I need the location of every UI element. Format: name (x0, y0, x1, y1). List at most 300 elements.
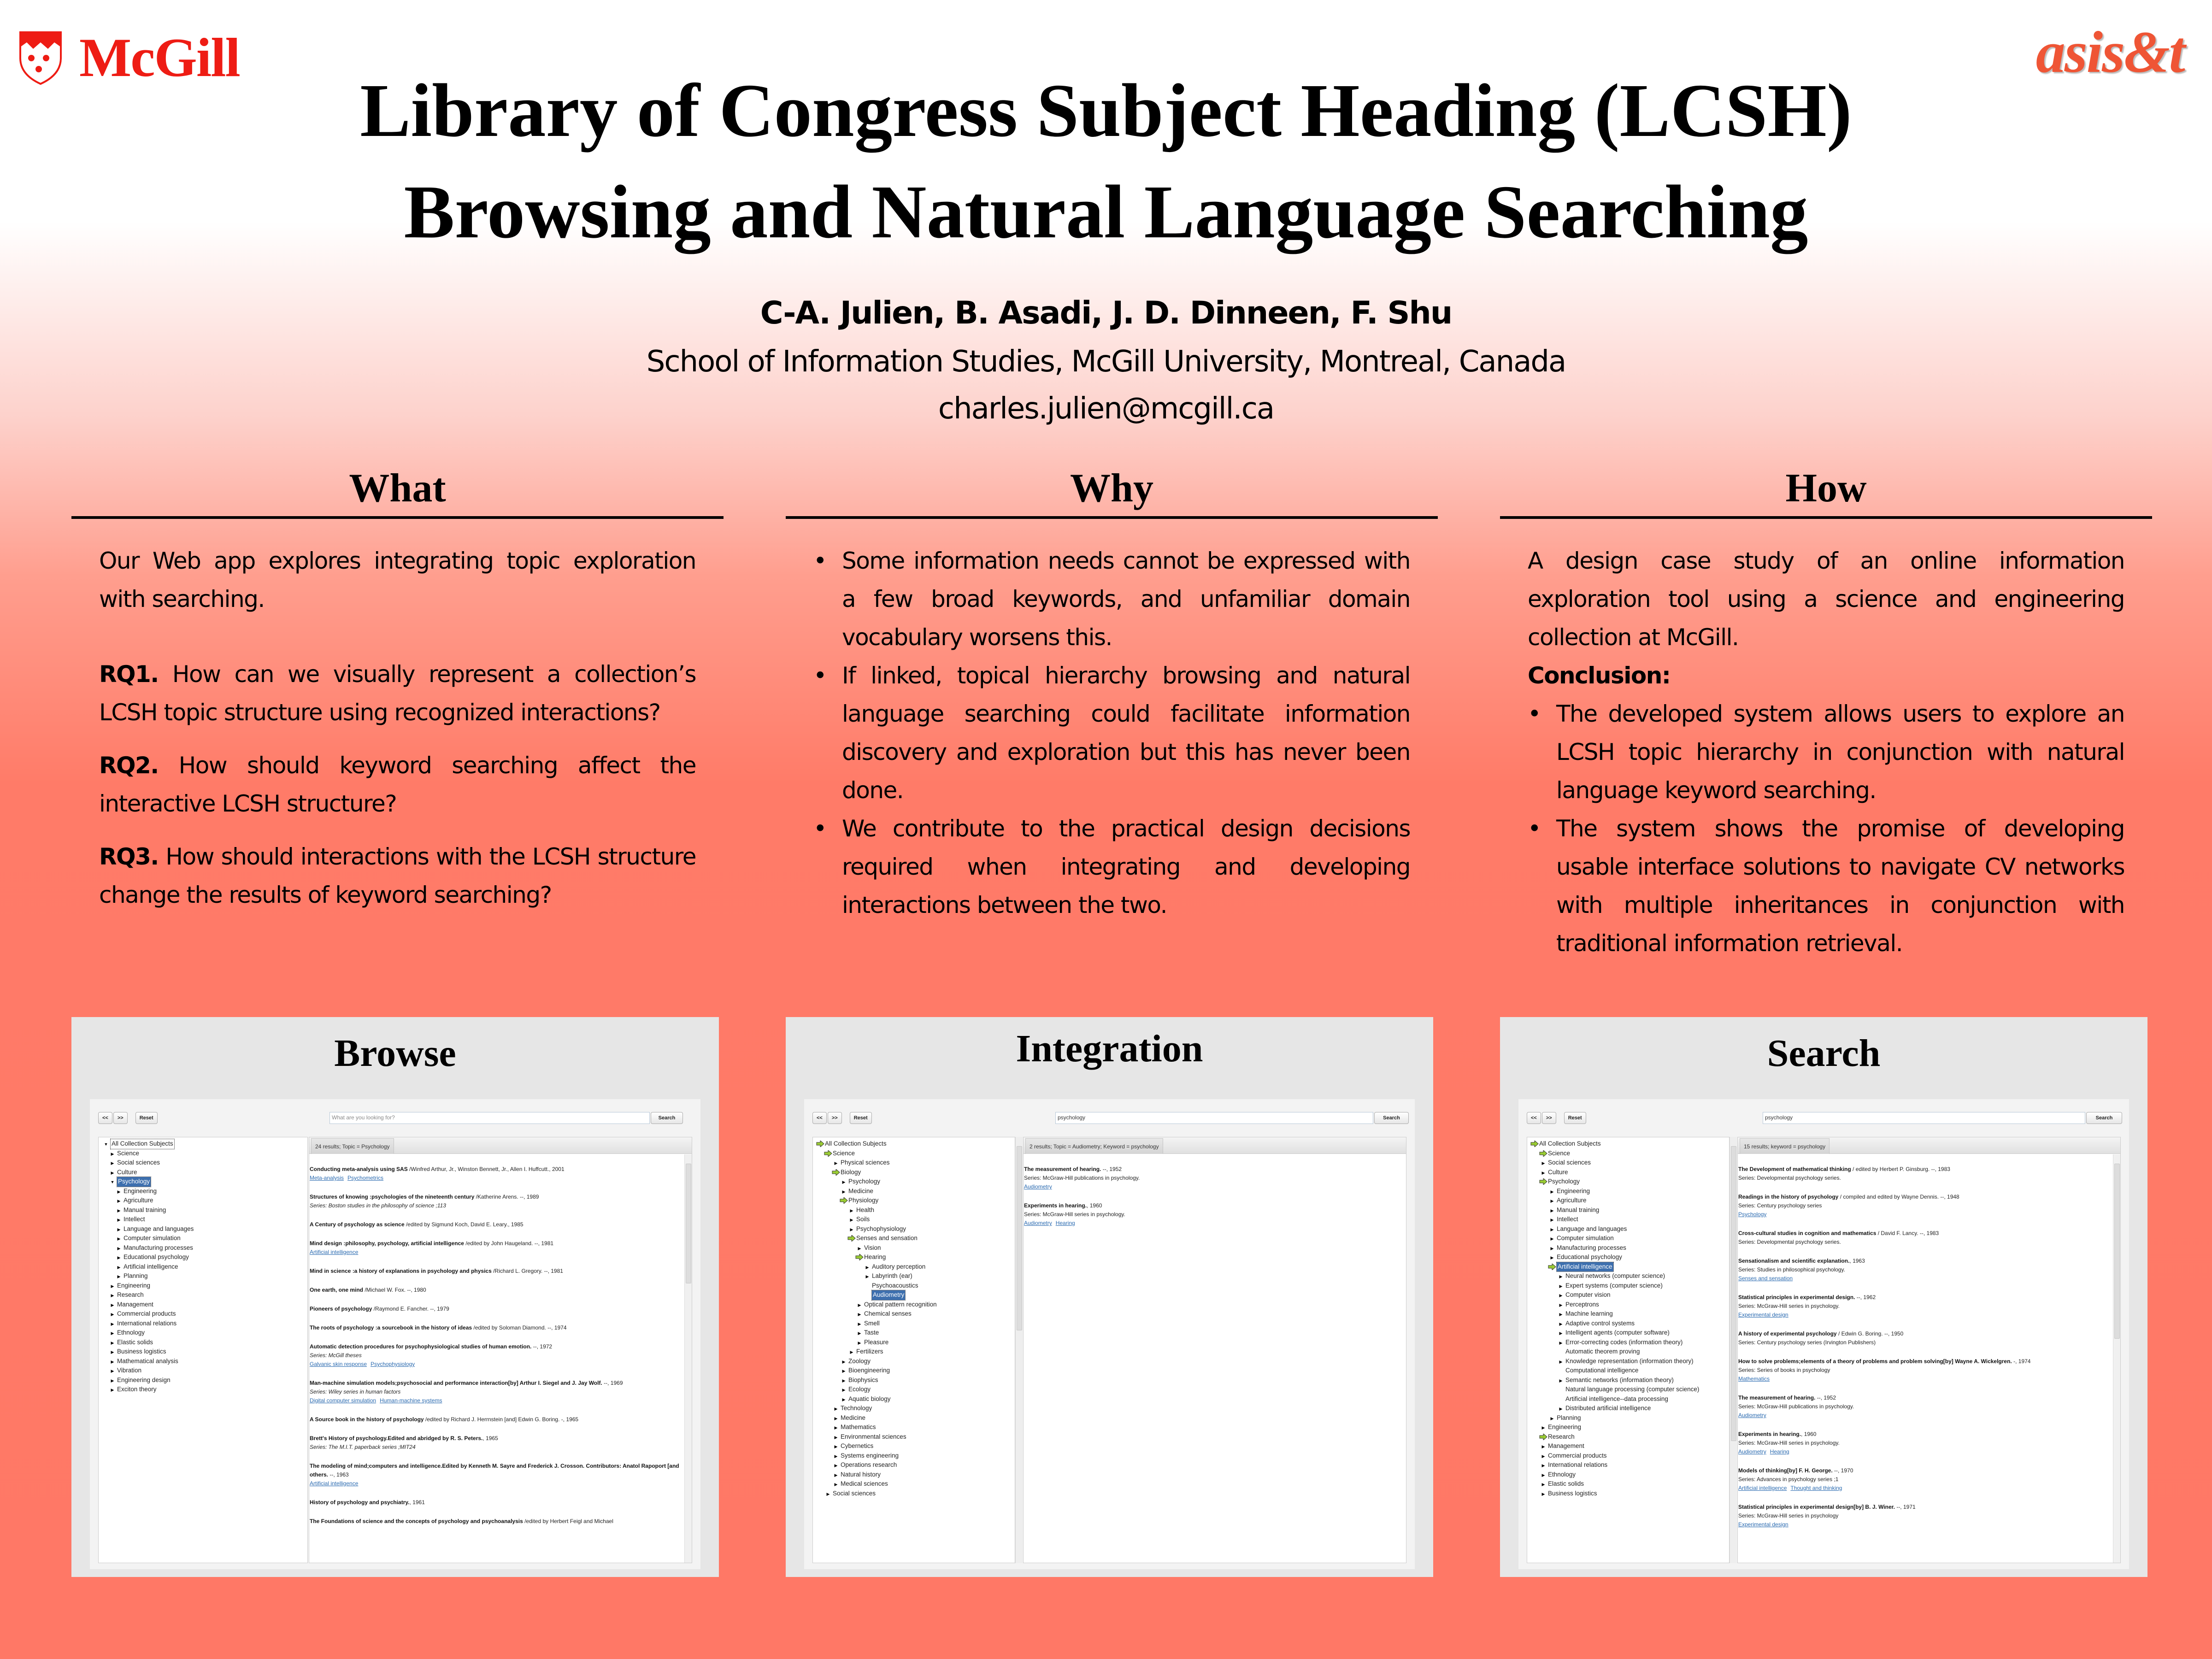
green-arrow-icon[interactable] (855, 1254, 864, 1260)
search-button[interactable]: Search (1374, 1112, 1409, 1124)
collapsed-triangle-icon[interactable]: ▶ (1559, 1312, 1563, 1317)
collapsed-triangle-icon[interactable]: ▶ (117, 1274, 121, 1279)
tree-node[interactable] (813, 1224, 1015, 1234)
tree-node[interactable] (99, 1338, 307, 1347)
tree-node-label[interactable]: Perceptrons (1565, 1300, 1599, 1308)
collapsed-triangle-icon[interactable]: ▶ (842, 1359, 846, 1364)
tree-node-label[interactable]: Health (856, 1206, 875, 1213)
tree-node[interactable] (1527, 1470, 1729, 1480)
tree-node-label[interactable]: Educational psychology (124, 1253, 189, 1260)
tree-node[interactable] (813, 1196, 1015, 1206)
subject-link[interactable]: Audiometry (1024, 1220, 1052, 1226)
tree-node-label[interactable]: Research (1548, 1433, 1575, 1440)
tree-node[interactable] (1527, 1168, 1729, 1177)
tree-node[interactable] (1527, 1215, 1729, 1224)
tree-node[interactable] (813, 1376, 1015, 1385)
collapsed-triangle-icon[interactable]: ▶ (865, 1274, 869, 1279)
collapsed-triangle-icon[interactable]: ▶ (834, 1463, 838, 1468)
result-title[interactable]: The modeling of mind;computers and intelligence.Edited by Kenneth M. Sayre and Frederick J. Crosson. Contributors: Anatol Rapoport [and others. (310, 1463, 679, 1478)
tree-node[interactable] (1527, 1149, 1729, 1159)
tree-node[interactable] (813, 1347, 1015, 1357)
result-title[interactable]: Readings in the history of psychology (1738, 1194, 1839, 1200)
green-arrow-icon[interactable] (1539, 1434, 1548, 1440)
tree-node[interactable] (813, 1357, 1015, 1366)
tree-node[interactable] (99, 1347, 307, 1357)
collapsed-triangle-icon[interactable]: ▶ (1550, 1416, 1554, 1421)
collapsed-triangle-icon[interactable]: ▶ (858, 1302, 861, 1307)
tree-node[interactable] (813, 1300, 1015, 1310)
subject-link[interactable]: Artificial intelligence (310, 1480, 359, 1487)
tree-node-label[interactable]: Artificial intelligence (1557, 1262, 1613, 1272)
tree-node[interactable] (1527, 1206, 1729, 1215)
search-input[interactable]: psychology (1763, 1112, 2085, 1124)
collapsed-triangle-icon[interactable]: ▶ (834, 1472, 838, 1477)
result-title[interactable]: Conducting meta-analysis using SAS (310, 1166, 408, 1172)
tree-node-label[interactable]: Science (1548, 1149, 1571, 1157)
tree-node-label[interactable]: Psychology (848, 1178, 881, 1185)
collapsed-triangle-icon[interactable]: ▶ (1541, 1444, 1545, 1449)
tree-node-label[interactable]: Pleasure (864, 1338, 889, 1346)
tree-node-label[interactable]: Auditory perception (872, 1263, 926, 1270)
tree-node-label[interactable]: Fertilizers (856, 1348, 883, 1355)
tree-node[interactable] (1527, 1413, 1729, 1423)
collapsed-triangle-icon[interactable]: ▶ (1559, 1378, 1563, 1383)
tree-node-label[interactable]: Chemical senses (864, 1310, 912, 1317)
tree-node-label[interactable]: Mathematical analysis (117, 1357, 178, 1365)
tree-node-label[interactable]: Computer vision (1565, 1291, 1611, 1298)
result-title[interactable]: The roots of psychology :a sourcebook in the history of ideas (310, 1324, 472, 1331)
collapsed-triangle-icon[interactable]: ▶ (842, 1369, 846, 1373)
green-arrow-icon[interactable] (1530, 1141, 1539, 1147)
tree-node-label[interactable]: Computational intelligence (1565, 1367, 1639, 1374)
result-title[interactable]: Pioneers of psychology (310, 1306, 372, 1312)
collapsed-triangle-icon[interactable]: ▶ (842, 1189, 846, 1194)
tree-node[interactable] (1527, 1460, 1729, 1470)
tree-node[interactable] (1527, 1196, 1729, 1206)
tree-node-label[interactable]: Systems engineering (841, 1452, 899, 1459)
collapsed-triangle-icon[interactable]: ▶ (117, 1246, 121, 1251)
tree-node[interactable] (99, 1385, 307, 1394)
tree-node[interactable] (1527, 1234, 1729, 1243)
tree-node-label[interactable]: Automatic theorem proving (1565, 1348, 1640, 1355)
tree-node[interactable] (813, 1451, 1015, 1461)
tree-node[interactable] (813, 1489, 1015, 1499)
tree-node-label[interactable]: Audiometry (872, 1290, 905, 1300)
tree-node[interactable] (1527, 1319, 1729, 1329)
collapsed-triangle-icon[interactable]: ▶ (117, 1236, 121, 1241)
tree-node[interactable] (99, 1309, 307, 1319)
tree-node[interactable] (813, 1177, 1015, 1187)
collapsed-triangle-icon[interactable]: ▶ (111, 1293, 114, 1298)
collapsed-triangle-icon[interactable]: ▶ (834, 1453, 838, 1459)
collapsed-triangle-icon[interactable]: ▶ (858, 1321, 861, 1326)
collapsed-triangle-icon[interactable]: ▶ (834, 1161, 838, 1165)
tree-node[interactable] (1527, 1489, 1729, 1499)
collapsed-triangle-icon[interactable]: ▶ (1559, 1359, 1563, 1364)
collapsed-triangle-icon[interactable]: ▶ (1550, 1227, 1554, 1232)
collapsed-triangle-icon[interactable]: ▶ (111, 1321, 114, 1326)
tree-node[interactable] (99, 1300, 307, 1310)
tree-node-label[interactable]: Commercial products (1548, 1452, 1607, 1459)
subject-link[interactable]: Mathematics (1738, 1376, 1770, 1382)
tree-node[interactable] (813, 1432, 1015, 1442)
collapsed-triangle-icon[interactable]: ▶ (850, 1227, 853, 1232)
reset-button[interactable]: Reset (1564, 1112, 1586, 1124)
search-button[interactable]: Search (2086, 1112, 2122, 1124)
result-title[interactable]: Statistical principles in experimental design. (1738, 1294, 1855, 1300)
tree-node-label[interactable]: Science (833, 1149, 855, 1157)
tree-node-label[interactable]: Expert systems (computer science) (1565, 1282, 1663, 1289)
collapsed-triangle-icon[interactable]: ▶ (111, 1340, 114, 1345)
search-button[interactable]: Search (651, 1112, 683, 1124)
tree-node-label[interactable]: Engineering design (117, 1376, 171, 1383)
tree-node-label[interactable]: Intellect (124, 1216, 145, 1223)
tree-node[interactable] (1527, 1158, 1729, 1168)
tree-node-label[interactable]: Medicine (848, 1187, 874, 1194)
collapsed-triangle-icon[interactable]: ▶ (111, 1312, 114, 1317)
tree-node[interactable] (99, 1177, 307, 1187)
tree-node[interactable] (1527, 1271, 1729, 1281)
collapsed-triangle-icon[interactable]: ▶ (111, 1388, 114, 1392)
tree-node-label[interactable]: Medical sciences (841, 1480, 888, 1487)
tree-node[interactable] (813, 1404, 1015, 1413)
tree-node-label[interactable]: Planning (1557, 1414, 1581, 1421)
tree-node-label[interactable]: Social sciences (1548, 1159, 1591, 1166)
tree-node-label[interactable]: Aquatic biology (848, 1395, 891, 1402)
tree-node-label[interactable]: Intelligent agents (computer software) (1565, 1329, 1670, 1336)
tree-node[interactable] (1527, 1432, 1729, 1442)
collapsed-triangle-icon[interactable]: ▶ (1559, 1283, 1563, 1288)
tree-node-label[interactable]: Medicine (841, 1414, 866, 1421)
tree-node-label[interactable]: Cybernetics (841, 1442, 874, 1449)
tree-node-label[interactable]: Hearing (864, 1253, 886, 1260)
tree-node[interactable] (1527, 1338, 1729, 1347)
tree-node-label[interactable]: Error-correcting codes (information theory) (1565, 1338, 1683, 1346)
tree-node-label[interactable]: Vibration (117, 1367, 142, 1374)
subject-link[interactable]: Human-machine systems (380, 1397, 442, 1404)
tree-node[interactable] (813, 1206, 1015, 1215)
collapsed-triangle-icon[interactable]: ▶ (111, 1331, 114, 1335)
tree-node[interactable] (99, 1149, 307, 1159)
tree-node-label[interactable]: Optical pattern recognition (864, 1300, 937, 1308)
expanded-triangle-icon[interactable]: ▼ (104, 1142, 108, 1147)
tree-node-label[interactable]: Neural networks (computer science) (1565, 1272, 1665, 1279)
collapsed-triangle-icon[interactable]: ▶ (865, 1265, 869, 1270)
tree-node-label[interactable]: Ethnology (1548, 1471, 1576, 1478)
collapsed-triangle-icon[interactable]: ▶ (842, 1180, 846, 1184)
collapsed-triangle-icon[interactable]: ▶ (117, 1199, 121, 1203)
tree-node[interactable] (813, 1441, 1015, 1451)
tree-node[interactable] (1527, 1253, 1729, 1262)
collapsed-triangle-icon[interactable]: ▶ (117, 1218, 121, 1222)
result-title[interactable]: Cross-cultural studies in cognition and mathematics (1738, 1230, 1877, 1236)
collapsed-triangle-icon[interactable]: ▶ (834, 1435, 838, 1440)
expanded-triangle-icon[interactable]: ▼ (110, 1180, 115, 1184)
tree-node-label[interactable]: Engineering (124, 1187, 157, 1194)
collapsed-triangle-icon[interactable]: ▶ (858, 1331, 861, 1335)
tree-node[interactable] (1527, 1262, 1729, 1272)
tree-node-label[interactable]: Operations research (841, 1461, 897, 1468)
subject-link[interactable]: Senses and sensation (1738, 1275, 1793, 1282)
tree-node-label[interactable]: Elastic solids (1548, 1480, 1584, 1487)
tree-node-label[interactable]: Natural history (841, 1471, 881, 1478)
tree-node[interactable] (1527, 1376, 1729, 1385)
forward-button[interactable]: >> (1542, 1112, 1556, 1124)
tree-node[interactable] (813, 1139, 1015, 1149)
collapsed-triangle-icon[interactable]: ▶ (1541, 1463, 1545, 1468)
collapsed-triangle-icon[interactable]: ▶ (1550, 1199, 1554, 1203)
tree-node-label[interactable]: Semantic networks (information theory) (1565, 1376, 1674, 1383)
collapsed-triangle-icon[interactable]: ▶ (1559, 1331, 1563, 1335)
tree-node-label[interactable]: Management (1548, 1442, 1584, 1449)
tree-node[interactable] (1527, 1224, 1729, 1234)
tree-node-label[interactable]: Vision (864, 1244, 881, 1251)
subject-link[interactable]: Artificial intelligence (310, 1249, 359, 1255)
tree-node[interactable] (99, 1168, 307, 1177)
collapsed-triangle-icon[interactable]: ▶ (1550, 1255, 1554, 1260)
tree-node[interactable] (1527, 1441, 1729, 1451)
tree-node[interactable] (99, 1158, 307, 1168)
tree-node[interactable] (813, 1328, 1015, 1338)
collapsed-triangle-icon[interactable]: ▶ (117, 1208, 121, 1213)
tree-node-label[interactable]: Research (117, 1291, 144, 1298)
tree-node-label[interactable]: Soils (856, 1216, 870, 1223)
tree-node-label[interactable]: Environmental sciences (841, 1433, 906, 1440)
subject-link[interactable]: Audiometry (1738, 1412, 1766, 1418)
results-scrollbar[interactable] (684, 1154, 692, 1563)
tree-node[interactable] (813, 1158, 1015, 1168)
tree-node[interactable] (1527, 1187, 1729, 1196)
results-tab[interactable]: 2 results; Topic = Audiometry; Keyword = psychology (1025, 1138, 1163, 1154)
tree-node-label[interactable]: Culture (1548, 1168, 1568, 1176)
tree-node-label[interactable]: Bioengineering (848, 1367, 890, 1374)
tree-node[interactable] (813, 1319, 1015, 1329)
collapsed-triangle-icon[interactable]: ▶ (850, 1208, 853, 1213)
tree-node[interactable] (1527, 1328, 1729, 1338)
result-title[interactable]: How to solve problems;elements of a theory of problems and problem solving[by] Wayne A. Wickelgren. (1738, 1358, 2012, 1365)
tree-node-label[interactable]: Manufacturing processes (1557, 1244, 1626, 1251)
tree-node-label[interactable]: Adaptive control systems (1565, 1319, 1635, 1327)
tree-node[interactable] (99, 1366, 307, 1376)
subject-link[interactable]: Hearing (1055, 1220, 1075, 1226)
tree-node-label[interactable]: Distributed artificial intelligence (1565, 1405, 1651, 1412)
collapsed-triangle-icon[interactable]: ▶ (842, 1378, 846, 1383)
tree-node[interactable] (99, 1243, 307, 1253)
subject-link[interactable]: Hearing (1770, 1448, 1789, 1455)
collapsed-triangle-icon[interactable]: ▶ (1541, 1453, 1545, 1459)
tree-node[interactable] (99, 1224, 307, 1234)
tree-node-label[interactable]: Knowledge representation (information theory) (1565, 1357, 1694, 1365)
tree-node-label[interactable]: Educational psychology (1557, 1253, 1622, 1260)
search-input[interactable]: What are you looking for? (329, 1112, 650, 1124)
collapsed-triangle-icon[interactable]: ▶ (858, 1246, 861, 1251)
collapsed-triangle-icon[interactable]: ▶ (1550, 1246, 1554, 1251)
tree-node-label[interactable]: Ethnology (117, 1329, 145, 1336)
result-title[interactable]: A Century of psychology as science (310, 1221, 405, 1228)
tree-node-label[interactable]: Physical sciences (841, 1159, 890, 1166)
tree-node-label[interactable]: Planning (124, 1272, 148, 1279)
tree-node-label[interactable]: Social sciences (833, 1489, 876, 1497)
subject-link[interactable]: Thought and thinking (1790, 1485, 1842, 1491)
results-tab[interactable]: 24 results; Topic = Psychology (311, 1138, 394, 1154)
subject-link[interactable]: Psychophysiology (371, 1361, 415, 1367)
tree-node[interactable] (813, 1281, 1015, 1291)
tree-node-label[interactable]: Commercial products (117, 1310, 176, 1317)
tree-node[interactable] (99, 1253, 307, 1262)
tree-node-label[interactable]: Exciton theory (117, 1386, 157, 1393)
tree-node[interactable] (99, 1262, 307, 1272)
results-tab[interactable]: 15 results; keyword = psychology (1740, 1138, 1830, 1154)
result-title[interactable]: Brett's History of psychology.Edited and abridged by R. S. Peters. (310, 1435, 483, 1441)
result-title[interactable]: Automatic detection procedures for psychophysiological studies of human emotion. (310, 1343, 532, 1350)
tree-node-label[interactable]: Social sciences (117, 1159, 160, 1166)
tree-node-label[interactable]: Physiology (848, 1197, 879, 1204)
result-title[interactable]: A Source book in the history of psychology (310, 1416, 424, 1423)
collapsed-triangle-icon[interactable]: ▶ (117, 1189, 121, 1194)
reset-button[interactable]: Reset (135, 1112, 158, 1124)
green-arrow-icon[interactable] (1547, 1264, 1557, 1270)
tree-node[interactable] (813, 1309, 1015, 1319)
result-title[interactable]: The measurement of hearing. (1738, 1394, 1816, 1401)
collapsed-triangle-icon[interactable]: ▶ (1550, 1189, 1554, 1194)
result-title[interactable]: One earth, one mind (310, 1287, 364, 1293)
collapsed-triangle-icon[interactable]: ▶ (117, 1227, 121, 1232)
tree-node-label[interactable]: Manual training (1557, 1206, 1600, 1213)
collapsed-triangle-icon[interactable]: ▶ (1541, 1482, 1545, 1487)
collapsed-triangle-icon[interactable]: ▶ (1541, 1161, 1545, 1165)
tree-node[interactable] (1527, 1177, 1729, 1187)
green-arrow-icon[interactable] (839, 1197, 848, 1204)
tree-node[interactable] (813, 1479, 1015, 1489)
tree-node[interactable] (1527, 1347, 1729, 1357)
reset-button[interactable]: Reset (850, 1112, 872, 1124)
green-arrow-icon[interactable] (824, 1150, 833, 1157)
tree-node-label[interactable]: Artificial intelligence (124, 1263, 178, 1270)
tree-node[interactable] (1527, 1300, 1729, 1310)
tree-node[interactable] (813, 1243, 1015, 1253)
tree-node-label[interactable]: Science (117, 1149, 140, 1157)
tree-node-label[interactable]: Machine learning (1565, 1310, 1613, 1317)
tree-node[interactable] (1527, 1243, 1729, 1253)
subject-link[interactable]: Meta-analysis (310, 1175, 344, 1181)
collapsed-triangle-icon[interactable]: ▶ (834, 1406, 838, 1411)
collapsed-triangle-icon[interactable]: ▶ (111, 1161, 114, 1165)
collapsed-triangle-icon[interactable]: ▶ (850, 1350, 853, 1354)
tree-node-label[interactable]: Smell (864, 1319, 880, 1327)
tree-node[interactable] (1527, 1309, 1729, 1319)
tree-node[interactable] (1527, 1357, 1729, 1366)
tree-node[interactable] (813, 1338, 1015, 1347)
tree-node-label[interactable]: Engineering (1557, 1187, 1590, 1194)
collapsed-triangle-icon[interactable]: ▶ (111, 1302, 114, 1307)
result-title[interactable]: Experiments in hearing. (1024, 1202, 1087, 1209)
subject-link[interactable]: Experimental design (1738, 1521, 1788, 1528)
tree-node[interactable] (99, 1376, 307, 1385)
result-title[interactable]: Mind design :philosophy, psychology, artificial intelligence (310, 1240, 464, 1247)
tree-node-label[interactable]: Senses and sensation (856, 1235, 918, 1241)
tree-node[interactable] (813, 1253, 1015, 1262)
subject-link[interactable]: Galvanic skin response (310, 1361, 367, 1367)
collapsed-triangle-icon[interactable]: ▶ (1541, 1425, 1545, 1430)
green-arrow-icon[interactable] (1539, 1150, 1548, 1157)
tree-node-label[interactable]: Language and languages (124, 1225, 194, 1232)
tree-node[interactable] (1527, 1281, 1729, 1291)
tree-node[interactable] (813, 1470, 1015, 1480)
tree-node[interactable] (813, 1290, 1015, 1300)
tree-node-label[interactable]: Manufacturing processes (124, 1244, 193, 1251)
tree-node[interactable] (99, 1234, 307, 1243)
result-title[interactable]: Experiments in hearing. (1738, 1431, 1801, 1437)
tree-node[interactable] (1527, 1394, 1729, 1404)
tree-node[interactable] (1527, 1366, 1729, 1376)
collapsed-triangle-icon[interactable]: ▶ (1550, 1236, 1554, 1241)
tree-node-label[interactable]: Computer simulation (124, 1235, 181, 1241)
collapsed-triangle-icon[interactable]: ▶ (1541, 1170, 1545, 1175)
tree-node-label[interactable]: Biophysics (848, 1376, 878, 1383)
subject-link[interactable]: Audiometry (1024, 1183, 1052, 1190)
tree-node[interactable] (1527, 1451, 1729, 1461)
tree-node[interactable] (813, 1187, 1015, 1196)
tree-node[interactable] (99, 1215, 307, 1224)
tree-node-label[interactable]: Artificial intelligence--data processing (1565, 1395, 1668, 1402)
tree-node-label[interactable]: Technology (841, 1405, 872, 1412)
subject-link[interactable]: Psychometrics (347, 1175, 384, 1181)
green-arrow-icon[interactable] (1539, 1178, 1548, 1185)
tree-node[interactable] (813, 1460, 1015, 1470)
result-title[interactable]: Sensationalism and scientific explanation. (1738, 1258, 1850, 1264)
collapsed-triangle-icon[interactable]: ▶ (1559, 1274, 1563, 1279)
search-input[interactable]: psychology (1055, 1112, 1373, 1124)
tree-node[interactable] (1527, 1479, 1729, 1489)
result-title[interactable]: Mind in science :a history of explanations in psychology and physics (310, 1268, 492, 1274)
result-title[interactable]: The Foundations of science and the concepts of psychology and psychoanalysis (310, 1518, 523, 1524)
tree-node-label[interactable]: Management (117, 1300, 153, 1308)
tree-node[interactable] (813, 1366, 1015, 1376)
tree-node-label[interactable]: Culture (117, 1168, 137, 1176)
tree-node-label[interactable]: Psychology (117, 1177, 151, 1187)
tree-node[interactable] (813, 1168, 1015, 1177)
tree-node-label[interactable]: All Collection Subjects (111, 1139, 174, 1149)
tree-node-label[interactable]: Intellect (1557, 1216, 1578, 1223)
collapsed-triangle-icon[interactable]: ▶ (834, 1482, 838, 1487)
result-title[interactable]: History of psychology and psychiatry. (310, 1499, 410, 1506)
tree-node[interactable] (99, 1206, 307, 1215)
collapsed-triangle-icon[interactable]: ▶ (111, 1369, 114, 1373)
collapsed-triangle-icon[interactable]: ▶ (1559, 1340, 1563, 1345)
tree-node-label[interactable]: International relations (1548, 1461, 1608, 1468)
tree-node-label[interactable]: Language and languages (1557, 1225, 1627, 1232)
tree-node[interactable] (813, 1423, 1015, 1432)
green-arrow-icon[interactable] (816, 1141, 825, 1147)
tree-node-label[interactable]: Zoology (848, 1357, 871, 1365)
tree-node-label[interactable]: Biology (841, 1168, 861, 1176)
tree-node-label[interactable]: All Collection Subjects (825, 1140, 887, 1147)
tree-node[interactable] (813, 1413, 1015, 1423)
tree-node[interactable] (1527, 1385, 1729, 1394)
result-title[interactable]: The Development of mathematical thinking (1738, 1166, 1851, 1172)
collapsed-triangle-icon[interactable]: ▶ (834, 1416, 838, 1421)
tree-node-label[interactable]: Taste (864, 1329, 879, 1336)
tree-node[interactable] (813, 1234, 1015, 1243)
tree-node-label[interactable]: Agriculture (1557, 1197, 1587, 1204)
tree-node[interactable] (813, 1149, 1015, 1159)
result-title[interactable]: Structures of knowing :psychologies of the nineteenth century (310, 1194, 475, 1200)
results-scrollbar[interactable] (2113, 1154, 2120, 1563)
tree-node[interactable] (99, 1319, 307, 1329)
collapsed-triangle-icon[interactable]: ▶ (858, 1340, 861, 1345)
collapsed-triangle-icon[interactable]: ▶ (826, 1491, 830, 1496)
green-arrow-icon[interactable] (831, 1169, 841, 1176)
